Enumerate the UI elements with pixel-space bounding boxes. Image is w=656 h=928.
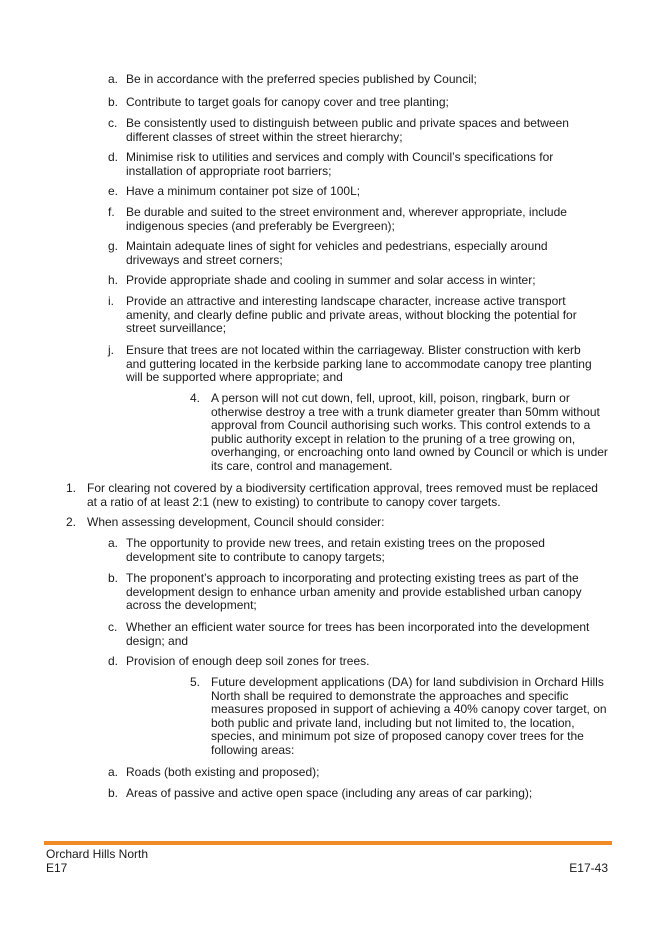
list-text: The opportunity to provide new trees, and retain existing trees on the proposed development site to contribute to canopy targets; — [126, 536, 545, 564]
list-marker: f. — [108, 205, 115, 219]
footer-divider — [44, 841, 612, 845]
list-marker: c. — [108, 620, 118, 634]
list-text: Ensure that trees are not located within the carriageway. Blister construction with kerb and guttering located in the kerbside parking lane to accommodate canopy tree planting will be supported where appropriate; and — [126, 343, 592, 385]
list-text: A person will not cut down, fell, uproot, kill, poison, ringbark, burn or otherwise destroy a tree with a trunk diameter greater than 50mm without approval from Council authorising such works. This control extends to a public authority except in relation to the pruning of a tree growing on, overhanging, or encroaching onto land owned by Council or which is under its care, control and management. — [211, 391, 608, 473]
list-text: When assessing development, Council should consider: — [87, 515, 385, 529]
list-text: Provide appropriate shade and cooling in summer and solar access in winter; — [126, 273, 536, 287]
list-marker: e. — [108, 184, 119, 198]
list-text: Areas of passive and active open space (including any areas of car parking); — [126, 786, 533, 800]
list-text: Provide an attractive and interesting landscape character, increase active transport amenity, and clearly define public and private areas, without blocking the potential for street surveillance; — [126, 294, 577, 336]
list-text: For clearing not covered by a biodiversity certification approval, trees removed must be replaced at a ratio of at least 2:1 (new to existing) to contribute to canopy cover targets. — [87, 481, 598, 509]
list-text: Future development applications (DA) for land subdivision in Orchard Hills North shall be required to demonstrate the approaches and specific measures proposed in support of achieving a 40% canopy cover target, on both public and private land, including but not limited to, the location, species, and minimum pot size of proposed canopy cover trees for the following areas: — [211, 675, 607, 757]
list-text: Be in accordance with the preferred species published by Council; — [126, 72, 477, 86]
footer-section: E17 — [46, 861, 68, 875]
list-text: Be durable and suited to the street environment and, wherever appropriate, include indigenous species (and preferably be Evergreen); — [126, 205, 567, 233]
list-marker: b. — [108, 95, 119, 109]
list-text: The proponent’s approach to incorporating and protecting existing trees as part of the development design to enhance urban amenity and provide established urban canopy across the development; — [126, 571, 582, 613]
list-marker: 4. — [190, 391, 201, 405]
list-text: Provision of enough deep soil zones for trees. — [126, 654, 370, 668]
list-marker: b. — [108, 571, 119, 585]
list-marker: c. — [108, 116, 118, 130]
list-text: Maintain adequate lines of sight for vehicles and pedestrians, especially around driveways and street corners; — [126, 239, 548, 267]
list-marker: j. — [108, 343, 114, 357]
footer-title: Orchard Hills North — [46, 847, 149, 861]
list-text: Contribute to target goals for canopy cover and tree planting; — [126, 95, 449, 109]
list-text: Roads (both existing and proposed); — [126, 765, 320, 779]
list-text: Whether an efficient water source for trees has been incorporated into the development design; and — [126, 620, 590, 648]
list-text: Minimise risk to utilities and services and comply with Council’s specifications for installation of appropriate root barriers; — [126, 150, 554, 178]
list-marker: h. — [108, 273, 119, 287]
list-marker: d. — [108, 150, 119, 164]
list-marker: b. — [108, 786, 119, 800]
list-marker: i. — [108, 294, 114, 308]
list-marker: g. — [108, 239, 119, 253]
list-marker: a. — [108, 765, 119, 779]
list-marker: 2. — [66, 515, 77, 529]
list-marker: d. — [108, 654, 119, 668]
page-number: E17-43 — [569, 861, 608, 875]
list-text: Have a minimum container pot size of 100L; — [126, 184, 361, 198]
list-marker: a. — [108, 72, 119, 86]
list-marker: 5. — [190, 675, 201, 689]
list-text: Be consistently used to distinguish between public and private spaces and between different classes of street within the street hierarchy; — [126, 116, 569, 144]
list-marker: a. — [108, 536, 119, 550]
list-marker: 1. — [66, 481, 77, 495]
